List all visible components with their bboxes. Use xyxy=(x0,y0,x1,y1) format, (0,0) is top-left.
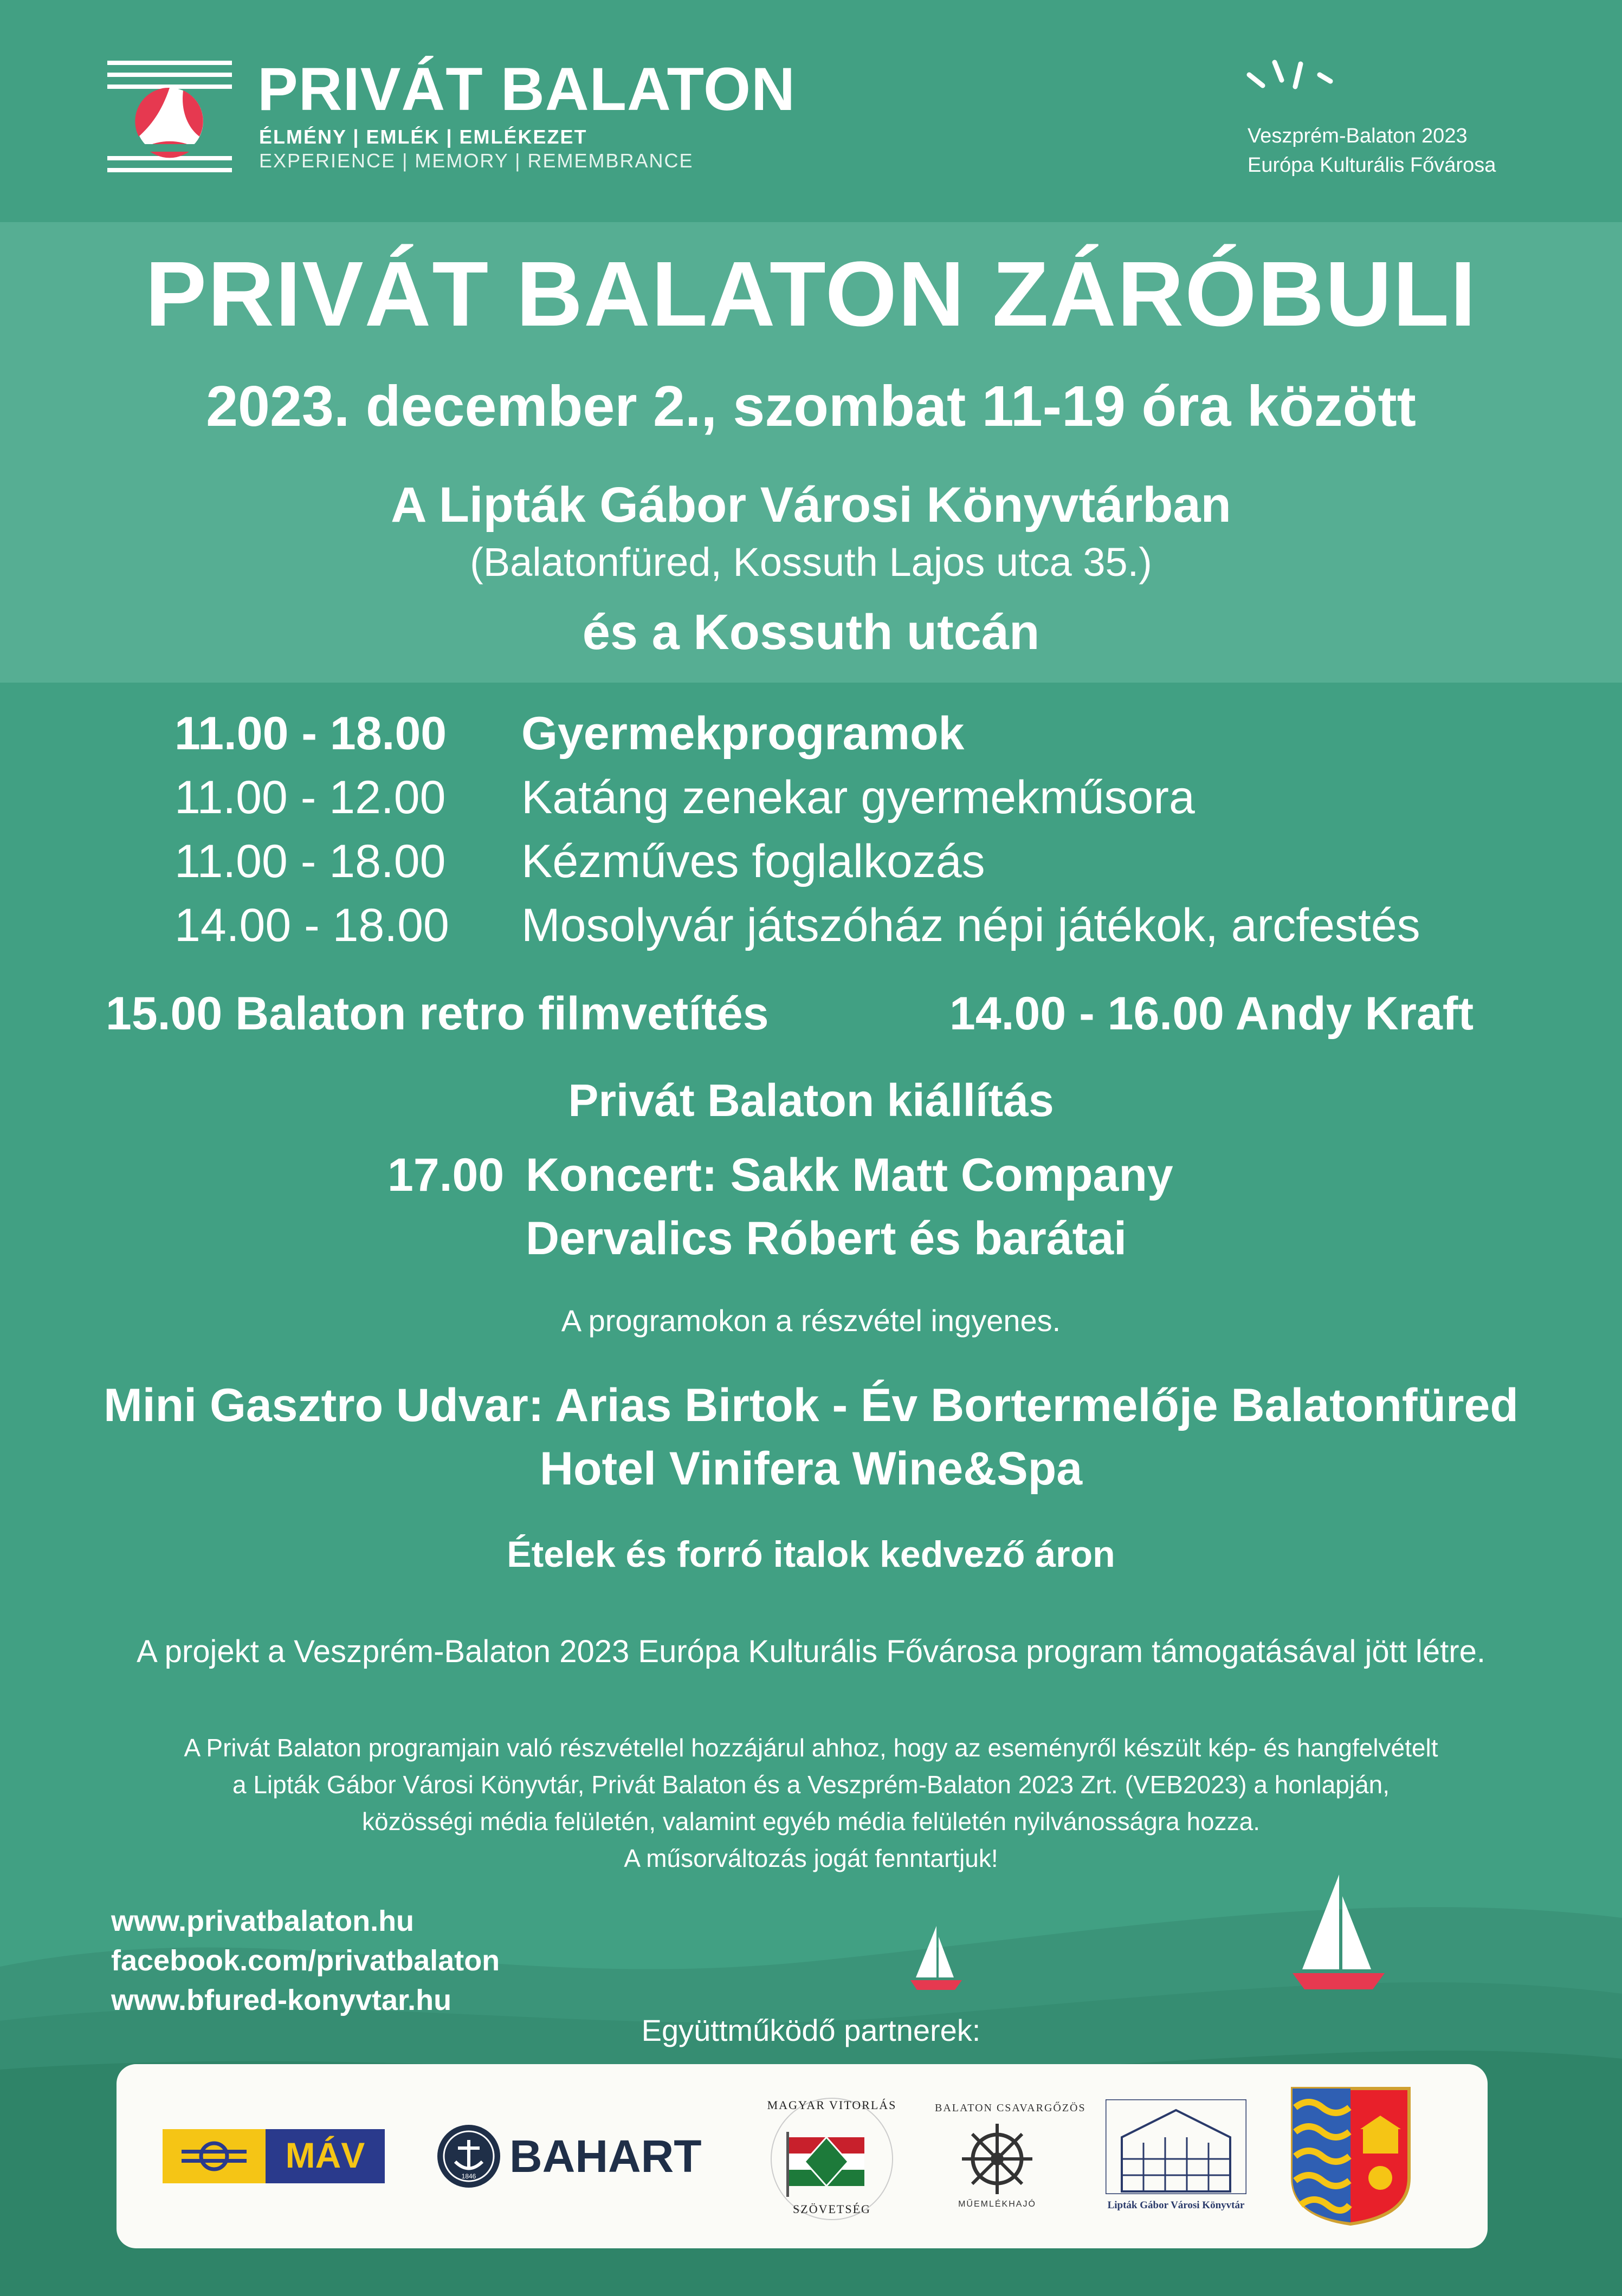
exhibition: Privát Balaton kiállítás xyxy=(568,1075,1054,1126)
disclaimer-line: A műsorváltozás jogát fenntartjuk! xyxy=(624,1844,998,1872)
header-band xyxy=(0,0,1622,222)
gastro-line-1: Mini Gasztro Udvar: Arias Birtok - Év Bortermelője Balatonfüred xyxy=(104,1379,1518,1431)
disclaimer-line: A Privát Balaton programjain való részvétellel hozzájárul ahhoz, hogy az eseményről készült kép- és hangfelvételt xyxy=(184,1734,1438,1762)
sailing-federation-top: MAGYAR VITORLÁS xyxy=(767,2098,897,2112)
schedule-time: 11.00 - 12.00 xyxy=(175,771,446,823)
steamboat-title: BALATON CSAVARGŐZÖS xyxy=(935,2102,1086,2114)
disclaimer-line: közösségi média felületén, valamint egyéb média felületén nyilvánosságra hozza. xyxy=(362,1807,1260,1835)
steamboat-logo xyxy=(935,2102,1086,2216)
brand-title: PRIVÁT BALATON xyxy=(257,55,796,123)
retro-film: 15.00 Balaton retro filmvetítés xyxy=(106,988,769,1040)
library-link[interactable]: www.bfured-konyvtar.hu xyxy=(111,1984,452,2016)
bahart-logo xyxy=(436,2118,718,2194)
event-address: (Balatonfüred, Kossuth Lajos utca 35.) xyxy=(470,540,1152,585)
schedule-event: Kézműves foglalkozás xyxy=(521,835,985,887)
library-label: Lipták Gábor Városi Könyvtár xyxy=(1107,2200,1245,2211)
schedule-time: 11.00 - 18.00 xyxy=(175,835,446,887)
sailing-federation-bottom: SZÖVETSÉG xyxy=(793,2202,871,2216)
bahart-year: 1846 xyxy=(461,2172,476,2180)
library-logo xyxy=(1100,2099,1252,2219)
steamboat-subtitle: MŰEMLÉKHAJÓ xyxy=(958,2200,1036,2209)
schedule-row xyxy=(175,899,1420,963)
concert-guests: Dervalics Róbert és barátai xyxy=(526,1212,1127,1264)
schedule-row xyxy=(175,835,1420,899)
veb-subtitle: Európa Kulturális Fővárosa xyxy=(1248,154,1496,177)
food-note: Ételek és forró italok kedvező áron xyxy=(507,1534,1115,1575)
sailboat-icon xyxy=(1293,1875,1385,1996)
sun-rays-icon xyxy=(1241,54,1339,106)
beach-ball-icon xyxy=(107,61,232,177)
schedule-event: Katáng zenekar gyermekműsora xyxy=(521,771,1195,823)
project-note: A projekt a Veszprém-Balaton 2023 Európa Kulturális Fővárosa program támogatásával jött létre. xyxy=(137,1634,1485,1669)
concert-title: Koncert: Sakk Matt Company xyxy=(526,1149,1173,1201)
event-date: 2023. december 2., szombat 11-19 óra között xyxy=(206,374,1416,438)
schedule-row xyxy=(175,771,1420,835)
disclaimer-line: a Lipták Gábor Városi Könyvtár, Privát Balaton és a Veszprém-Balaton 2023 Zrt. (VEB2023) a honlapján, xyxy=(232,1770,1390,1799)
mav-logo xyxy=(163,2129,385,2183)
schedule-row xyxy=(175,707,1420,771)
schedule-event: Mosolyvár játszóház népi játékok, arcfestés xyxy=(521,899,1420,951)
page-title: PRIVÁT BALATON ZÁRÓBULI xyxy=(145,243,1477,346)
brand-subtitle-hu: ÉLMÉNY | EMLÉK | EMLÉKEZET xyxy=(259,126,587,148)
schedule-time: 11.00 - 18.00 xyxy=(175,708,447,760)
disclaimer xyxy=(0,1729,1622,1877)
mav-label: MÁV xyxy=(285,2135,365,2175)
schedule-list xyxy=(175,707,1420,963)
bahart-label: BAHART xyxy=(509,2131,702,2182)
veb-title: Veszprém-Balaton 2023 xyxy=(1248,125,1468,147)
schedule-event: Gyermekprogramok xyxy=(521,708,965,760)
website-link[interactable]: www.privatbalaton.hu xyxy=(111,1905,415,1937)
partners-panel xyxy=(117,2064,1488,2248)
brand-subtitle-en: EXPERIENCE | MEMORY | REMEMBRANCE xyxy=(259,150,694,172)
event-venue-2: és a Kossuth utcán xyxy=(582,605,1040,660)
library-building-icon xyxy=(1106,2099,1246,2194)
andy-kraft: 14.00 - 16.00 Andy Kraft xyxy=(949,988,1474,1040)
gastro-line-2: Hotel Vinifera Wine&Spa xyxy=(539,1443,1083,1495)
facebook-link[interactable]: facebook.com/privatbalaton xyxy=(111,1944,500,1977)
sailing-federation-logo xyxy=(767,2094,897,2224)
concert-line xyxy=(387,1149,1173,1202)
free-entry-note: A programokon a részvétel ingyenes. xyxy=(561,1303,1061,1338)
event-venue: A Lipták Gábor Városi Könyvtárban xyxy=(391,477,1231,533)
coat-of-arms-icon xyxy=(1290,2086,1412,2227)
sailboat-icon xyxy=(910,1926,962,1994)
partners-label: Együttműködő partnerek: xyxy=(641,2013,981,2047)
ship-wheel-icon xyxy=(959,2121,1035,2197)
links-list xyxy=(111,1902,500,2020)
mav-wing-icon xyxy=(182,2140,247,2172)
schedule-time: 14.00 - 18.00 xyxy=(175,899,449,951)
concert-time: 17.00 xyxy=(387,1149,505,1201)
